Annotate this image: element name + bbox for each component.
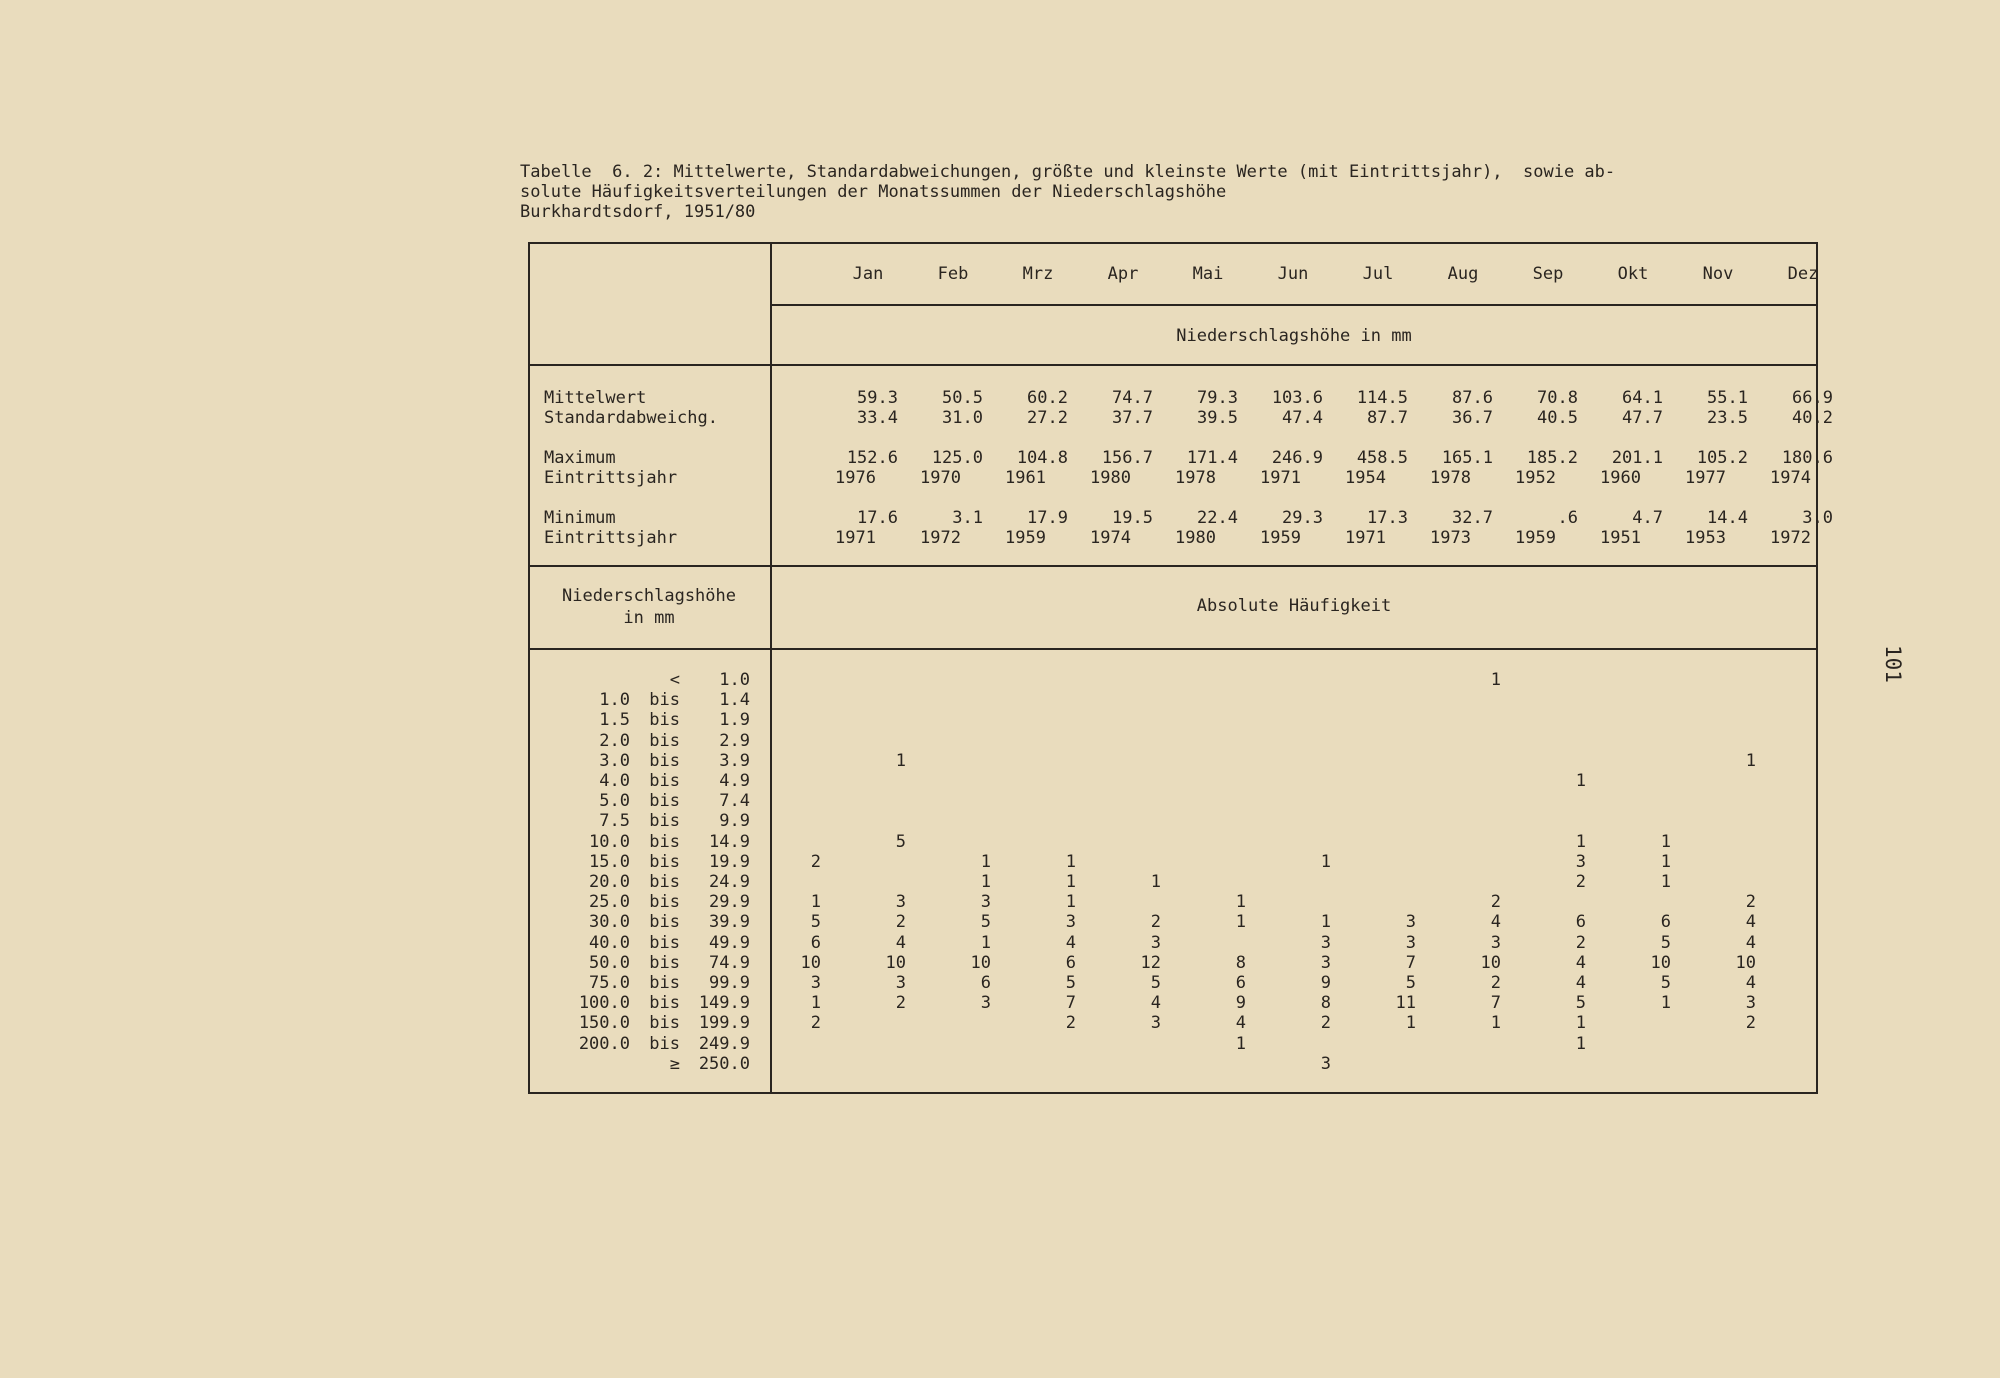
class-upper-bound: 29.9 [709, 892, 750, 913]
frequency-count: 6 [810, 932, 821, 953]
maximum-value: 104.8 [1016, 448, 1068, 468]
month-header-jul: Jul [1362, 264, 1394, 284]
minimum-value: 4.7 [1632, 508, 1663, 528]
class-connector: bis [649, 1033, 680, 1054]
standard-deviation-value: 33.4 [857, 408, 898, 428]
frequency-count: 3 [895, 892, 906, 913]
frequency-count: 5 [1660, 973, 1671, 993]
frequency-count: 2 [1490, 892, 1501, 913]
minimum-year-value: 1971 [1345, 528, 1386, 548]
frequency-count: 2 [1320, 1013, 1331, 1034]
frequency-count: 2 [1065, 1013, 1076, 1034]
minimum-value: 17.9 [1027, 508, 1068, 528]
minimum-year-value: 1972 [1770, 528, 1811, 548]
frequency-count: 4 [895, 932, 906, 953]
class-upper-bound: 49.9 [709, 932, 750, 953]
rule-under-months [770, 304, 1818, 306]
minimum-year-value: 1959 [1515, 528, 1556, 548]
month-header-mrz: Mrz [1022, 264, 1054, 284]
minimum-value: 32.7 [1452, 508, 1493, 528]
maximum-value: 246.9 [1271, 448, 1323, 468]
frequency-count: 5 [980, 912, 991, 933]
class-connector: bis [649, 831, 680, 852]
frequency-count: 2 [1150, 912, 1161, 933]
table-border-top [528, 242, 1818, 244]
minimum-value: 17.6 [857, 508, 898, 528]
frequency-count: 5 [1150, 973, 1161, 993]
frequency-count: 1 [1490, 1013, 1501, 1034]
maximum-year-value: 1952 [1515, 468, 1556, 488]
class-connector: bis [649, 1013, 680, 1034]
class-upper-bound: 1.4 [719, 690, 750, 711]
frequency-count: 3 [1320, 1053, 1331, 1074]
frequency-count: 10 [1650, 952, 1671, 973]
month-header-okt: Okt [1617, 264, 1649, 284]
class-upper-bound: 14.9 [709, 831, 750, 852]
class-lower-bound: 75.0 [589, 973, 630, 993]
minimum-year-value: 1959 [1005, 528, 1046, 548]
maximum-year-value: 1978 [1175, 468, 1216, 488]
month-header-jun: Jun [1277, 264, 1309, 284]
class-lower-bound: 40.0 [589, 932, 630, 953]
frequency-count: 2 [895, 993, 906, 1014]
standard-deviation-value: 27.2 [1027, 408, 1068, 428]
class-upper-bound: 39.9 [709, 912, 750, 933]
class-connector: bis [649, 710, 680, 731]
frequency-count: 10 [1735, 952, 1756, 973]
minimum-value: 3.0 [1802, 508, 1833, 528]
frequency-count: 6 [980, 973, 991, 993]
month-header-aug: Aug [1447, 264, 1479, 284]
minimum-value: 14.4 [1707, 508, 1748, 528]
precipitation-table [528, 242, 1833, 1094]
frequency-count: 1 [1660, 993, 1671, 1014]
maximum-year-value: 1971 [1260, 468, 1301, 488]
maximum-value: 152.6 [846, 448, 898, 468]
frequency-count: 2 [895, 912, 906, 933]
frequency-count: 3 [810, 973, 821, 993]
maximum-value: 201.1 [1611, 448, 1663, 468]
class-upper-bound: 4.9 [719, 771, 750, 791]
maximum-value: 458.5 [1356, 448, 1408, 468]
table-border-bottom [528, 1092, 1818, 1094]
frequency-count: 4 [1065, 932, 1076, 953]
class-lower-bound: 5.0 [599, 791, 630, 812]
minimum-year-value: 1971 [835, 528, 876, 548]
frequency-count: 10 [885, 952, 906, 973]
frequency-count: 9 [1235, 993, 1246, 1014]
frequency-count: 1 [1235, 892, 1246, 913]
frequency-count: 4 [1745, 973, 1756, 993]
maximum-year-value: 1976 [835, 468, 876, 488]
standard-deviation-value: 31.0 [942, 408, 983, 428]
frequency-count: 3 [1405, 912, 1416, 933]
class-connector: bis [649, 690, 680, 711]
frequency-count: 5 [895, 831, 906, 852]
frequency-count: 1 [1320, 912, 1331, 933]
class-upper-bound: 249.9 [698, 1033, 750, 1054]
class-upper-bound: 3.9 [719, 750, 750, 771]
mean-value: 60.2 [1027, 388, 1068, 408]
month-header-apr: Apr [1107, 264, 1139, 284]
frequency-count: 2 [1745, 892, 1756, 913]
mean-value: 103.6 [1271, 388, 1323, 408]
frequency-count: 5 [810, 912, 821, 933]
maximum-value: 185.2 [1526, 448, 1578, 468]
table-divider-vertical [770, 242, 772, 1094]
class-upper-bound: 99.9 [709, 973, 750, 993]
class-upper-bound: 74.9 [709, 952, 750, 973]
caption-line-2: solute Häufigkeitsverteilungen der Monatssummen der Niederschlagshöhe [520, 182, 1227, 202]
frequency-count: 1 [1065, 892, 1076, 913]
class-connector: bis [649, 912, 680, 933]
frequency-count: 4 [1490, 912, 1501, 933]
class-upper-bound: 199.9 [698, 1013, 750, 1034]
frequency-count: 4 [1575, 973, 1586, 993]
frequency-count: 6 [1660, 912, 1671, 933]
frequency-count: 1 [1575, 1033, 1586, 1054]
class-lower-bound: 1.5 [599, 710, 630, 731]
class-connector: bis [649, 851, 680, 872]
minimum-value: .6 [1557, 508, 1578, 528]
frequency-count: 6 [1235, 973, 1246, 993]
table-border-left [528, 242, 530, 1094]
standard-deviation-value: 47.4 [1282, 408, 1323, 428]
frequency-count: 1 [1235, 1033, 1246, 1054]
minimum-year-value: 1953 [1685, 528, 1726, 548]
frequency-count: 1 [895, 750, 906, 771]
class-upper-bound: 24.9 [709, 872, 750, 892]
table-border-right [1816, 242, 1818, 1094]
frequency-count: 5 [1660, 932, 1671, 953]
class-upper-bound: 7.4 [719, 791, 750, 812]
frequency-count: 10 [800, 952, 821, 973]
class-connector: bis [649, 993, 680, 1014]
maximum-year-value: 1980 [1090, 468, 1131, 488]
frequency-count: 1 [980, 872, 991, 892]
minimum-value: 29.3 [1282, 508, 1323, 528]
class-lower-bound: 1.0 [599, 690, 630, 711]
frequency-count: 3 [895, 973, 906, 993]
mean-value: 79.3 [1197, 388, 1238, 408]
maximum-value: 165.1 [1441, 448, 1493, 468]
month-header-nov: Nov [1702, 264, 1734, 284]
frequency-count: 1 [1320, 851, 1331, 872]
frequency-count: 11 [1395, 993, 1416, 1014]
frequency-count: 1 [1575, 831, 1586, 852]
standard-deviation-value: 37.7 [1112, 408, 1153, 428]
mean-value: 59.3 [857, 388, 898, 408]
class-connector: bis [649, 973, 680, 993]
class-lower-bound: 10.0 [589, 831, 630, 852]
class-lower-bound: 7.5 [599, 811, 630, 832]
frequency-count: 7 [1405, 952, 1416, 973]
minimum-year-value: 1972 [920, 528, 961, 548]
class-lower-bound: 3.0 [599, 750, 630, 771]
class-connector: bis [649, 730, 680, 751]
row-label-maximum: Maximum [544, 448, 616, 468]
frequency-count: 3 [1405, 932, 1416, 953]
row-label-minimum-year: Eintrittsjahr [544, 528, 678, 548]
frequency-count: 3 [1320, 952, 1331, 973]
frequency-count: 8 [1320, 993, 1331, 1014]
rule-under-frequency-header [528, 648, 1818, 650]
class-connector: bis [649, 771, 680, 791]
class-connector: bis [649, 932, 680, 953]
table-caption [520, 162, 1615, 222]
minimum-year-value: 1973 [1430, 528, 1471, 548]
frequency-count: 1 [980, 851, 991, 872]
rule-above-frequency-header [528, 565, 1818, 567]
frequency-count: 3 [1490, 932, 1501, 953]
standard-deviation-value: 36.7 [1452, 408, 1493, 428]
month-header-mai: Mai [1192, 264, 1224, 284]
rule-under-unit-header [528, 364, 1818, 366]
frequency-count: 4 [1235, 1013, 1246, 1034]
minimum-year-value: 1974 [1090, 528, 1131, 548]
unit-header: Niederschlagshöhe in mm [1176, 326, 1412, 346]
class-upper-bound: 19.9 [709, 851, 750, 872]
standard-deviation-value: 39.5 [1197, 408, 1238, 428]
class-upper-bound: 1.0 [719, 670, 750, 690]
class-connector: bis [649, 791, 680, 812]
frequency-count: 4 [1150, 993, 1161, 1014]
frequency-count: 1 [1065, 872, 1076, 892]
frequency-count: 7 [1490, 993, 1501, 1014]
frequency-count: 5 [1405, 973, 1416, 993]
maximum-value: 125.0 [931, 448, 983, 468]
class-lower-bound: 100.0 [578, 993, 630, 1014]
frequency-count: 7 [1065, 993, 1076, 1014]
frequency-header-left-unit: in mm [623, 608, 675, 628]
maximum-year-value: 1978 [1430, 468, 1471, 488]
mean-value: 55.1 [1707, 388, 1748, 408]
class-connector: bis [649, 750, 680, 771]
frequency-count: 1 [1660, 851, 1671, 872]
frequency-count: 10 [1480, 952, 1501, 973]
frequency-count: 9 [1320, 973, 1331, 993]
maximum-value: 156.7 [1101, 448, 1153, 468]
class-upper-bound: 250.0 [698, 1053, 750, 1074]
frequency-count: 2 [810, 1013, 821, 1034]
frequency-count: 3 [1065, 912, 1076, 933]
frequency-count: 5 [1065, 973, 1076, 993]
month-header-sep: Sep [1532, 264, 1564, 284]
class-connector: bis [649, 892, 680, 913]
mean-value: 87.6 [1452, 388, 1493, 408]
frequency-count: 2 [1490, 973, 1501, 993]
mean-value: 114.5 [1356, 388, 1408, 408]
mean-value: 64.1 [1622, 388, 1663, 408]
minimum-year-value: 1959 [1260, 528, 1301, 548]
frequency-count: 1 [1575, 1013, 1586, 1034]
maximum-value: 105.2 [1696, 448, 1748, 468]
frequency-count: 6 [1575, 912, 1586, 933]
frequency-count: 1 [1660, 831, 1671, 852]
frequency-count: 12 [1140, 952, 1161, 973]
mean-value: 66.9 [1792, 388, 1833, 408]
class-lower-bound: 2.0 [599, 730, 630, 751]
frequency-count: 3 [1745, 993, 1756, 1014]
maximum-year-value: 1954 [1345, 468, 1386, 488]
class-connector: bis [649, 811, 680, 832]
frequency-count: 4 [1745, 932, 1756, 953]
frequency-count: 2 [1575, 932, 1586, 953]
class-upper-bound: 1.9 [719, 710, 750, 731]
frequency-count: 3 [1150, 932, 1161, 953]
class-lower-bound: 150.0 [578, 1013, 630, 1034]
month-header-dez: Dez [1787, 264, 1819, 284]
frequency-count: 1 [1235, 912, 1246, 933]
row-label-mean: Mittelwert [544, 388, 647, 408]
minimum-value: 19.5 [1112, 508, 1153, 528]
frequency-count: 3 [1320, 932, 1331, 953]
frequency-count: 3 [980, 993, 991, 1014]
class-upper-bound: 149.9 [698, 993, 750, 1014]
frequency-count: 8 [1235, 952, 1246, 973]
frequency-count: 2 [1745, 1013, 1756, 1034]
frequency-count: 2 [1575, 872, 1586, 892]
month-header-feb: Feb [937, 264, 969, 284]
maximum-year-value: 1961 [1005, 468, 1046, 488]
frequency-header-right: Absolute Häufigkeit [1196, 596, 1392, 616]
maximum-year-value: 1960 [1600, 468, 1641, 488]
frequency-count: 3 [1150, 1013, 1161, 1034]
maximum-year-value: 1970 [920, 468, 961, 488]
class-lower-bound: 200.0 [578, 1033, 630, 1054]
class-upper-bound: 9.9 [719, 811, 750, 832]
frequency-count: 2 [810, 851, 821, 872]
class-connector: bis [649, 872, 680, 892]
minimum-value: 22.4 [1197, 508, 1238, 528]
frequency-count: 1 [980, 932, 991, 953]
standard-deviation-value: 40.5 [1537, 408, 1578, 428]
minimum-value: 3.1 [952, 508, 983, 528]
minimum-year-value: 1951 [1600, 528, 1641, 548]
class-lower-bound: 4.0 [599, 771, 630, 791]
standard-deviation-value: 87.7 [1367, 408, 1408, 428]
frequency-count: 1 [1405, 1013, 1416, 1034]
frequency-count: 10 [970, 952, 991, 973]
frequency-count: 1 [1150, 872, 1161, 892]
class-connector: bis [649, 952, 680, 973]
standard-deviation-value: 23.5 [1707, 408, 1748, 428]
class-upper-bound: 2.9 [719, 730, 750, 751]
page-number: 101 [1881, 645, 1905, 683]
frequency-count: 1 [1745, 750, 1756, 771]
caption-line-1: Tabelle 6. 2: Mittelwerte, Standardabweichungen, größte und kleinste Werte (mit Eintrittsjahr), sowie ab- [520, 162, 1616, 182]
row-label-maximum-year: Eintrittsjahr [544, 468, 678, 488]
frequency-count: 4 [1745, 912, 1756, 933]
frequency-count: 3 [1575, 851, 1586, 872]
frequency-header-left: Niederschlagshöhe [562, 586, 736, 606]
minimum-value: 17.3 [1367, 508, 1408, 528]
maximum-value: 180.6 [1781, 448, 1833, 468]
frequency-count: 4 [1575, 952, 1586, 973]
class-connector: ≥ [669, 1053, 680, 1074]
class-lower-bound: 25.0 [589, 892, 630, 913]
maximum-value: 171.4 [1186, 448, 1238, 468]
class-connector: < [669, 670, 680, 690]
frequency-count: 6 [1065, 952, 1076, 973]
row-label-minimum: Minimum [544, 508, 616, 528]
minimum-year-value: 1980 [1175, 528, 1216, 548]
mean-value: 74.7 [1112, 388, 1153, 408]
caption-line-3: Burkhardtsdorf, 1951/80 [520, 202, 756, 222]
class-lower-bound: 20.0 [589, 872, 630, 892]
maximum-year-value: 1977 [1685, 468, 1726, 488]
standard-deviation-value: 40.2 [1792, 408, 1833, 428]
frequency-count: 5 [1575, 993, 1586, 1014]
frequency-count: 1 [1065, 851, 1076, 872]
frequency-count: 1 [1490, 670, 1501, 690]
frequency-count: 1 [1575, 771, 1586, 791]
frequency-count: 1 [1660, 872, 1671, 892]
mean-value: 50.5 [942, 388, 983, 408]
row-label-standard-deviation: Standardabweichg. [544, 408, 718, 428]
standard-deviation-value: 47.7 [1622, 408, 1663, 428]
class-lower-bound: 15.0 [589, 851, 630, 872]
maximum-year-value: 1974 [1770, 468, 1811, 488]
mean-value: 70.8 [1537, 388, 1578, 408]
frequency-count: 3 [980, 892, 991, 913]
class-lower-bound: 50.0 [589, 952, 630, 973]
class-lower-bound: 30.0 [589, 912, 630, 933]
month-header-jan: Jan [852, 264, 884, 284]
frequency-count: 1 [810, 993, 821, 1014]
frequency-count: 1 [810, 892, 821, 913]
